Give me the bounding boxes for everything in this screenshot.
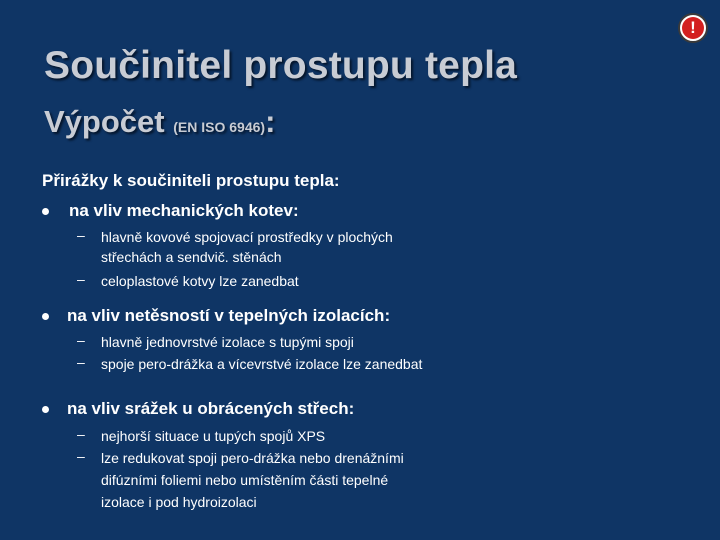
dash-icon: – (77, 271, 85, 287)
dash-icon: – (77, 332, 85, 348)
dash-icon: – (77, 448, 85, 464)
bullet-mechanical-anchors (42, 201, 442, 223)
exclamation-glyph: ! (682, 17, 704, 39)
sub-item-line: hlavně kovové spojovací prostředky v plochých (101, 229, 393, 245)
dash-icon: – (77, 354, 85, 370)
sub-item-line: hlavně jednovrstvé izolace s tupými spoji (101, 334, 354, 350)
slide-title: Součinitel prostupu tepla (44, 44, 518, 87)
exclamation-icon (678, 13, 708, 43)
lead-text: Přirážky k součiniteli prostupu tepla: (42, 171, 340, 190)
sub-item-line: difúzními foliemi nebo umístěním části tepelné (101, 472, 389, 488)
sub-item-line: lze redukovat spoji pero-drážka nebo drenážními (101, 450, 404, 466)
sub-item-line: spoje pero-drážka a vícevrstvé izolace lze zanedbat (101, 356, 423, 372)
sub-item-line: izolace i pod hydroizolaci (101, 494, 257, 510)
sub-item-line: celoplastové kotvy lze zanedbat (101, 273, 299, 289)
slide-subtitle (44, 104, 275, 140)
bullet-dot-icon (42, 313, 49, 320)
subtitle-colon: : (265, 104, 276, 139)
subtitle-main: Výpočet (44, 104, 165, 139)
bullet-dot-icon (42, 208, 49, 215)
bullet-label: na vliv srážek u obrácených střech: (67, 399, 355, 418)
bullet-inverted-roofs (42, 399, 442, 421)
bullet-label: na vliv netěsností v tepelných izolacích: (67, 306, 391, 325)
bullet-label: na vliv mechanických kotev: (69, 201, 299, 220)
bullet-dot-icon (42, 406, 49, 413)
sub-item-line: střechách a sendvič. stěnách (101, 249, 282, 265)
dash-icon: – (77, 426, 85, 442)
subtitle-reference: (EN ISO 6946) (173, 119, 266, 135)
bullet-insulation-leaks (42, 306, 492, 328)
dash-icon: – (77, 227, 85, 243)
sub-item-line: nejhorší situace u tupých spojů XPS (101, 428, 326, 444)
